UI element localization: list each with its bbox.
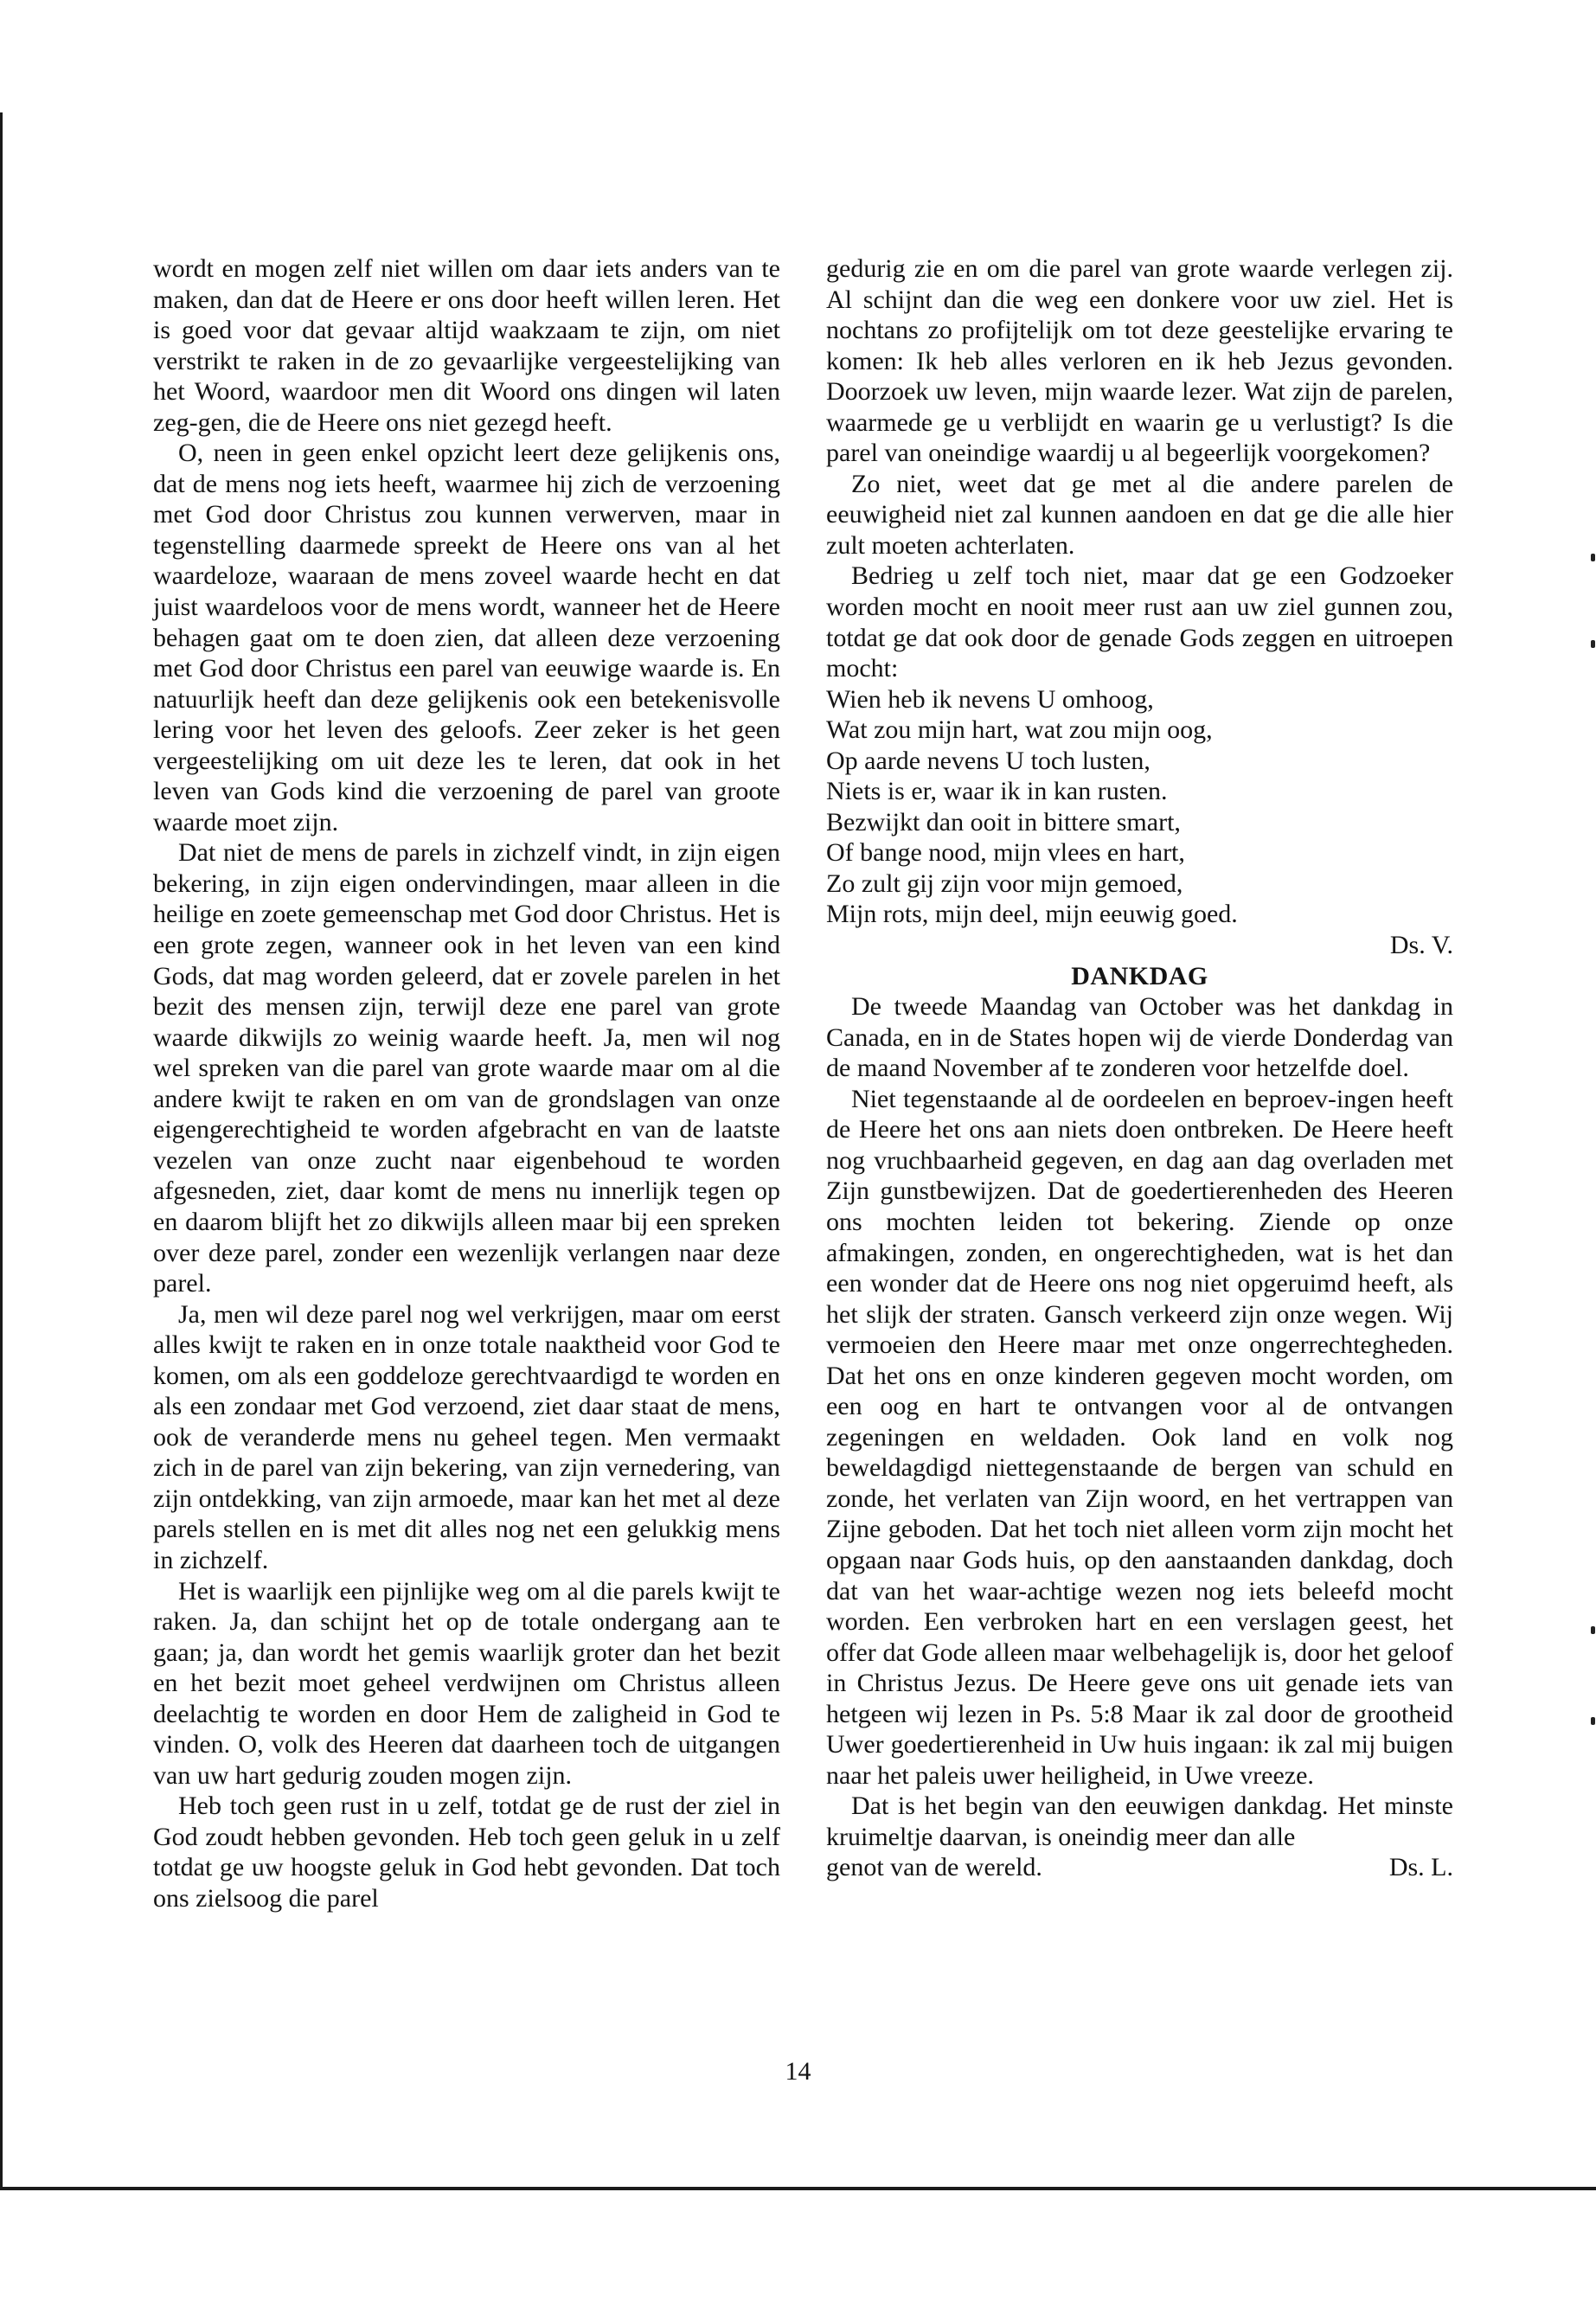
scan-speck — [1591, 640, 1595, 648]
right-column — [826, 253, 1453, 1883]
section-heading: DANKDAG — [1071, 961, 1208, 990]
poem-line: Mijn rots, mijn deel, mijn eeuwig goed. — [826, 900, 1238, 929]
scan-left-edge — [0, 112, 3, 2189]
paragraph: De tweede Maandag van October was het dankdag in Canada, en in de States hopen wij de vierde Donderdag van de maand November af te zonderen voor hetzelfde doel. — [826, 992, 1453, 1083]
scan-speck — [1591, 554, 1595, 561]
closing-text: genot van de wereld. — [826, 1853, 1042, 1882]
paragraph: Ja, men wil deze parel nog wel verkrijgen, maar om eerst alles kwijt te raken en in onze totale naaktheid voor God te komen, om als een goddeloze gerechtvaardigd te worden en als een zondaar met God verzoend, ziet daar staat de mens, ook de veranderde mens nu geheel tegen. Men vermaakt zich in de parel van zijn bekering, van zijn vernedering, van zijn ontdekking, van zijn armoede, maar kan het met al deze parels stellen en is met dit alles nog net een gelukkig mens in zichzelf. — [153, 1299, 780, 1574]
author-signature: Ds. L. — [1388, 1853, 1453, 1882]
poem-line: Op aarde nevens U toch lusten, — [826, 746, 1151, 775]
poem-line: Wat zou mijn hart, wat zou mijn oog, — [826, 715, 1213, 745]
scan-bottom-rule — [0, 2187, 1596, 2190]
poem-line: Of bange nood, mijn vlees en hart, — [826, 838, 1185, 868]
poem-line: Wien heb ik nevens U omhoog, — [826, 684, 1154, 714]
left-column — [153, 253, 780, 1914]
paragraph: gedurig zie en om die parel van grote waarde verlegen zij. Al schijnt dan die weg een donkere voor uw ziel. Het is nochtans zo profijtelijk om tot deze geestelijke ervaring te komen: Ik heb alles verloren en ik heb Jezus gevonden. Doorzoek uw leven, mijn waarde lezer. Wat zijn de parelen, waarmede ge u verblijdt en waarin ge u verlustigt? Is die parel van oneindige waardij u al begeerlijk voorgekomen? — [826, 254, 1453, 468]
page-number: 14 — [785, 2057, 811, 2086]
paragraph: Dat is het begin van den eeuwigen dankdag. Het minste kruimeltje daarvan, is oneindig meer dan alle — [826, 1791, 1453, 1851]
poem-line: Bezwijkt dan ooit in bittere smart, — [826, 807, 1181, 836]
paragraph: Heb toch geen rust in u zelf, totdat ge de rust der ziel in God zoudt hebben gevonden. Heb toch geen geluk in u zelf totdat ge uw hoogste geluk in God hebt gevonden. Dat toch ons zielsoog die parel — [153, 1791, 780, 1913]
paragraph: O, neen in geen enkel opzicht leert deze gelijkenis ons, dat de mens nog iets heeft, waarmee hij zich de verzoening met God door Christus zou kunnen verwerven, maar in tegenstelling daarmede spreekt de Heere ons van al het waardeloze, waaraan de mens zoveel waarde hecht en dat juist waardeloos voor de mens wordt, wanneer het de Heere behagen gaat om te doen zien, dat alleen deze verzoening met God door Christus een parel van eeuwige waarde is. En natuurlijk heeft dan deze gelijkenis ook een betekenisvolle lering voor het leven des geloofs. Zeer zeker is het geen vergeestelijking om uit deze les te leren, dat ook in het leven van Gods kind die verzoening de parel van groote waarde moet zijn. — [153, 439, 780, 836]
author-signature: Ds. V. — [1389, 931, 1453, 960]
paragraph: Het is waarlijk een pijnlijke weg om al die parels kwijt te raken. Ja, dan schijnt het op de totale ondergang aan te gaan; ja, dan wordt het gemis waarlijk groter dan het bezit en het bezit moet geheel verdwijnen om Christus alleen deelachtig te worden en door Hem de zaligheid in God te vinden. O, volk des Heeren dat daarheen toch de uitgangen van uw hart gedurig zouden mogen zijn. — [153, 1576, 780, 1790]
poem-line: Niets is er, waar ik in kan rusten. — [826, 777, 1168, 806]
scan-speck — [1591, 1626, 1595, 1634]
paragraph: wordt en mogen zelf niet willen om daar iets anders van te maken, dan dat de Heere er ons door heeft willen leren. Het is goed voor dat gevaar altijd waakzaam te zijn, om niet verstrikt te raken in de zo gevaarlijke vergeestelijking van het Woord, waardoor men dit Woord ons dingen wil laten zeg-gen, die de Heere ons niet gezegd heeft. — [153, 254, 780, 437]
scan-speck — [1591, 1717, 1595, 1725]
paragraph: Zo niet, weet dat ge met al die andere parelen de eeuwigheid niet zal kunnen aandoen en dat ge die alle hier zult moeten achterlaten. — [826, 469, 1453, 560]
paragraph: Bedrieg u zelf toch niet, maar dat ge een Godzoeker worden mocht en nooit meer rust aan uw ziel gunnen zou, totdat ge dat ook door de genade Gods zeggen en uitroepen mocht: — [826, 561, 1453, 683]
psalm-verse — [826, 684, 1453, 930]
closing-line — [826, 1852, 1453, 1883]
paragraph: Niet tegenstaande al de oordeelen en beproev-ingen heeft de Heere het ons aan niets doen ontbreken. De Heere heeft nog vruchbaarheid gegeven, en dag aan dag overladen met Zijn gunstbewijzen. Dat de goedertierenheden des Heeren ons mochten leiden tot bekering. Ziende op onze afmakingen, zonden, en ongerechtigheden, wat is het dan een wonder dat de Heere ons nog niet opgeruimd heeft, als het slijk der straten. Gansch verkeerd zijn onze wegen. Wij vermoeien den Heere maar met onze ongerrechtegheden. Dat het ons en onze kinderen gegeven mocht worden, om een oog en hart te ontvangen voor al de ontvangen zegeningen en weldaden. Ook land en volk nog beweldagdigd niettegenstaande de bergen van schuld en zonde, het verlaten van Zijn woord, en het vertrappen van Zijne geboden. Dat het toch niet alleen vorm zijn mocht het opgaan naar Gods huis, op den aanstaanden dankdag, doch dat van het waar-achtige wezen nog iets beleefd mocht worden. Een verbroken hart en een verslagen geest, het offer dat Gode alleen maar welbehagelijk is, door het geloof in Christus Jezus. De Heere geve ons uit genade iets van hetgeen wij lezen in Ps. 5:8 Maar ik zal door de grootheid Uwer goedertierenheid in Uw huis ingaan: ik zal mij buigen naar het paleis uwer heiligheid, in Uwe vreeze. — [826, 1084, 1453, 1790]
poem-line: Zo zult gij zijn voor mijn gemoed, — [826, 868, 1183, 898]
paragraph: Dat niet de mens de parels in zichzelf vindt, in zijn eigen bekering, in zijn eigen ondervindingen, maar alleen in die heilige en zoete gemeenschap met God door Christus. Het is een grote zegen, wanneer ook in het leven van een kind Gods, dat mag worden geleerd, dat er zovele parelen in het bezit des mensen zijn, terwijl deze ene parel van grote waarde dikwijls zo weinig waarde heeft. Ja, men wil nog wel spreken van die parel van grote waarde maar om al die andere kwijt te raken en om van de grondslagen van onze eigengerechtigheid te worden afgebracht en van de laatste vezelen van onze zucht naar eigenbehoud te worden afgesneden, ziet, daar komt de mens nu innerlijk tegen op en daarom blijft het zo dikwijls alleen maar bij een spreken over deze parel, zonder een wezenlijk verlangen naar deze parel. — [153, 838, 780, 1298]
